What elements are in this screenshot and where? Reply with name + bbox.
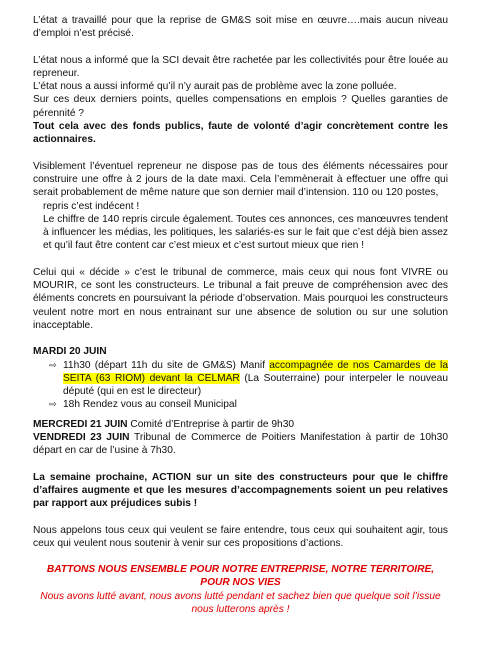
manif-highlighted-text: accompagnée de nos Camardes de la SEITA (63 RIOM) devant la CELMAR — [63, 359, 448, 384]
wednesday-day: MERCREDI 21 JUIN — [33, 418, 128, 430]
paragraph-public-funds: Tout cela avec des fonds publics, faute de volonté d’agir concrètement contre les actionnaires. — [33, 121, 448, 146]
agenda-wednesday — [33, 418, 448, 431]
paragraph-140-jobs: Le chiffre de 140 repris circule également. Toutes ces annonces, ces manœuvres tendent à influencer les médias, les politiques, les salariés-es sur le fait que c’est déjà bien assez et qu’il faut être content car c’est mieux et c’est surtout mieux que rien ! — [43, 213, 448, 252]
closing-slogan: BATTONS NOUS ENSEMBLE POUR NOTRE ENTREPRISE, NOTRE TERRITOIRE, POUR NOS VIES — [46, 564, 435, 589]
closing-line-3: nous lutterons après ! — [191, 603, 290, 615]
agenda-item-council — [33, 398, 448, 411]
paragraph-tribunal: Celui qui « décide » c’est le tribunal de commerce, mais ceux qui nous font VIVRE ou MOURIR, ce sont les constructeurs. Le tribunal a fait preuve de compréhension avec des éléments concrets en poursuivant la période d’observation. Mais pourquoi les constructeurs veulent notre mort en nous entrainant sur une absence de solution ou sur une solution inacceptable. — [33, 266, 448, 331]
paragraph-polluted-zone: L’état nous a aussi informé qu’il n’y aurait pas de problème avec la zone polluée. — [33, 81, 397, 93]
closing-line-2: Nous avons lutté avant, nous avons lutté pendant et sachez bien que quelque soit l’issue — [40, 590, 441, 602]
paragraph-compensation-question: Sur ces deux derniers points, quelles compensations en emplois ? Quelles garanties de pérennité ? — [33, 94, 448, 119]
council-text: 18h Rendez vous au conseil Municipal — [63, 399, 237, 411]
friday-day: VENDREDI 23 JUIN — [33, 432, 130, 444]
manif-text-start: 11h30 (départ 11h du site de GM&S) Manif — [63, 359, 270, 371]
agenda-item-manif — [33, 359, 448, 399]
hollow-right-arrow-icon: ⇨ — [49, 399, 57, 410]
paragraph-indecent: repris c’est indécent ! — [43, 200, 140, 212]
wednesday-text: Comité d’Entreprise à partir de 9h30 — [127, 418, 295, 430]
hollow-right-arrow-icon: ⇨ — [49, 359, 57, 370]
friday-text: Tribunal de Commerce de Poitiers Manifestation à partir de 10h30 départ en car de l’usine à 7h30. — [33, 432, 449, 457]
paragraph-state-work: L’état a travaillé pour que la reprise de GM&S soit mise en œuvre….mais aucun niveau d’emploi n’est précisé. — [33, 15, 448, 40]
paragraph-call-to-action: Nous appelons tous ceux qui veulent se faire entendre, tous ceux qui souhaitent agir, tous ceux qui veulent nous soutenir à venir sur ces propositions d’actions. — [33, 524, 448, 549]
paragraph-action-next-week: La semaine prochaine, ACTION sur un site des constructeurs pour que le chiffre d’affaires augmente et que les mesures d’accompagnements soient un peu relatives par rapport aux préjudices subis ! — [33, 471, 448, 510]
agenda-tuesday-heading: MARDI 20 JUIN — [33, 346, 107, 358]
manif-text-end: (La Souterraine) pour interpeler le nouveau député (qui en est le directeur) — [63, 372, 448, 398]
paragraph-sci: L’état nous a informé que la SCI devait être rachetée par les collectivités pour être louée au repreneur. — [33, 54, 448, 79]
paragraph-buyer-offer: Visiblement l’éventuel repreneur ne dispose pas de tous des éléments nécessaires pour construire une offre à 2 jours de la date maxi. Cela l’emmènerait à effectuer une offre qui serait probablement de même nature que son dernier mail d’intension. 110 ou 120 postes, — [33, 160, 448, 199]
agenda-friday — [33, 431, 448, 458]
